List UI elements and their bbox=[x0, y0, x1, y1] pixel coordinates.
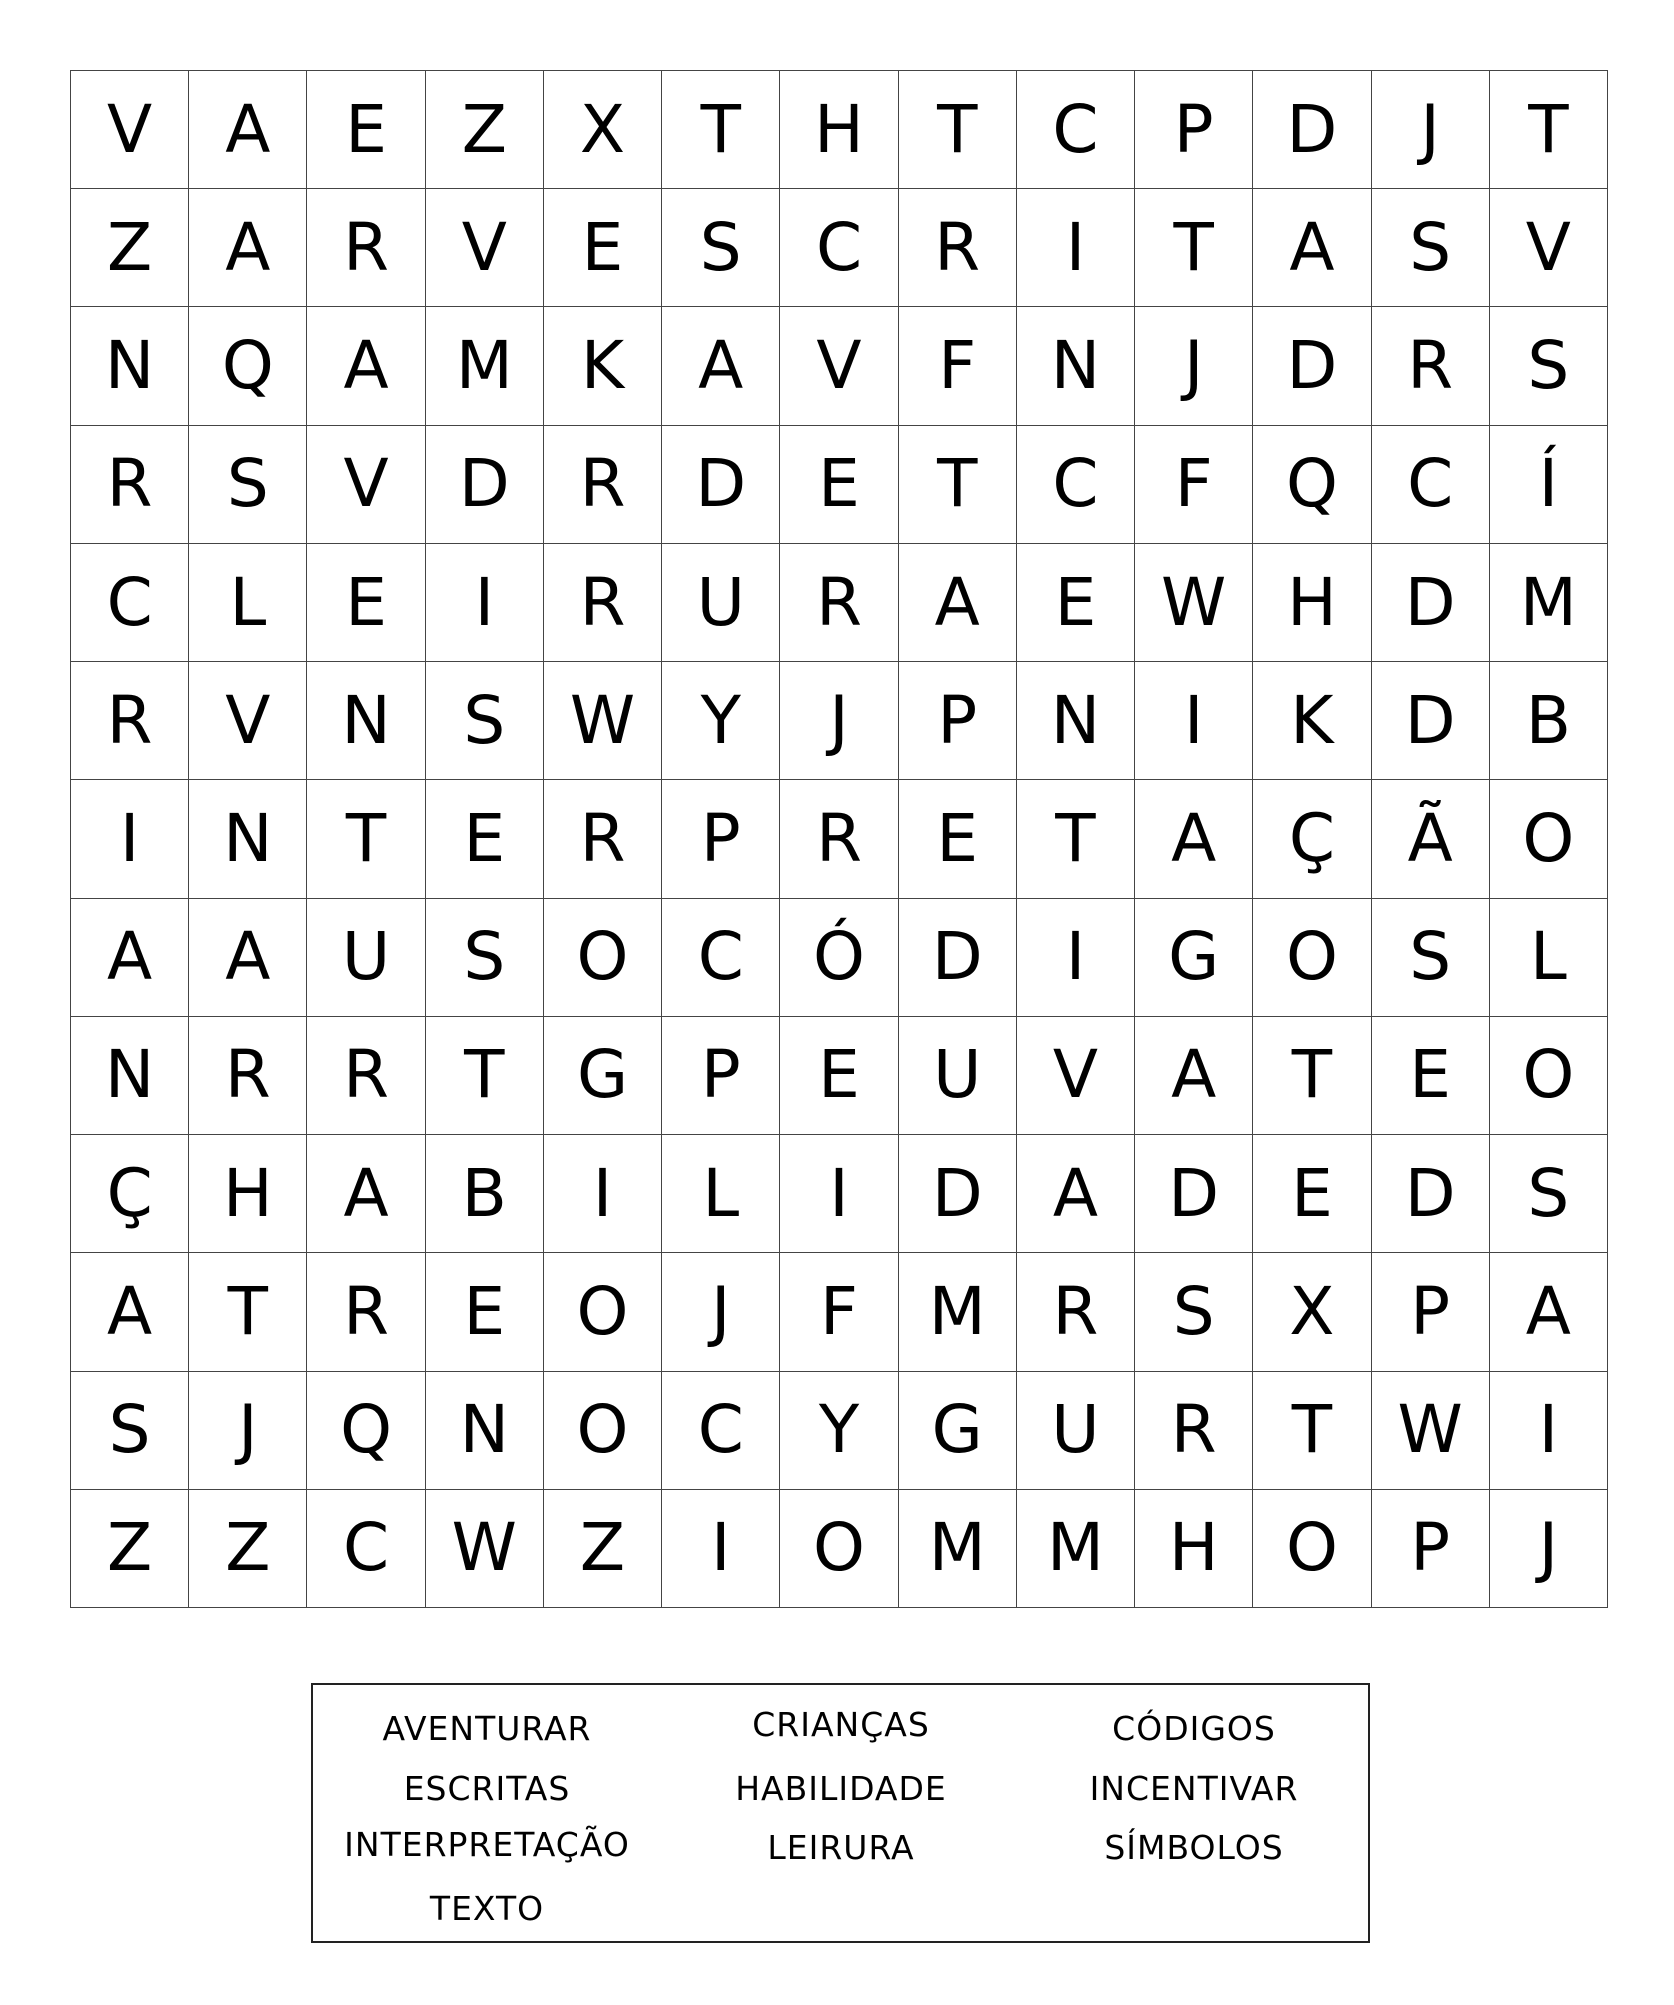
grid-cell[interactable]: V bbox=[780, 307, 898, 425]
grid-cell[interactable]: J bbox=[1372, 71, 1490, 189]
grid-cell[interactable]: X bbox=[1253, 1253, 1371, 1371]
grid-cell[interactable]: R bbox=[189, 1017, 307, 1135]
grid-cell[interactable]: U bbox=[307, 899, 425, 1017]
grid-cell[interactable]: C bbox=[1372, 426, 1490, 544]
grid-cell[interactable]: L bbox=[189, 544, 307, 662]
word-interpretacao: INTERPRETAÇÃO bbox=[344, 1825, 630, 1864]
grid-cell[interactable]: I bbox=[780, 1135, 898, 1253]
grid-cell[interactable]: V bbox=[1490, 189, 1608, 307]
word-list-box bbox=[311, 1683, 1370, 1943]
grid-cell[interactable]: C bbox=[1017, 426, 1135, 544]
grid-cell[interactable]: W bbox=[426, 1490, 544, 1608]
grid-cell[interactable]: N bbox=[71, 307, 189, 425]
grid-cell[interactable]: E bbox=[780, 1017, 898, 1135]
grid-cell[interactable]: Ã bbox=[1372, 780, 1490, 898]
grid-cell[interactable]: A bbox=[899, 544, 1017, 662]
grid-cell[interactable]: A bbox=[307, 307, 425, 425]
grid-cell[interactable]: J bbox=[780, 662, 898, 780]
grid-cell[interactable]: N bbox=[307, 662, 425, 780]
grid-cell[interactable]: U bbox=[899, 1017, 1017, 1135]
grid-cell[interactable]: N bbox=[189, 780, 307, 898]
grid-cell[interactable]: R bbox=[899, 189, 1017, 307]
grid-cell[interactable]: Ç bbox=[71, 1135, 189, 1253]
grid-cell[interactable]: A bbox=[1017, 1135, 1135, 1253]
grid-cell[interactable]: K bbox=[1253, 662, 1371, 780]
grid-cell[interactable]: R bbox=[307, 189, 425, 307]
grid-cell[interactable]: P bbox=[662, 780, 780, 898]
word-search-grid bbox=[70, 70, 1608, 1608]
grid-cell[interactable]: E bbox=[307, 544, 425, 662]
grid-cell[interactable]: J bbox=[189, 1372, 307, 1490]
grid-cell[interactable]: I bbox=[1490, 1372, 1608, 1490]
grid-cell[interactable]: C bbox=[307, 1490, 425, 1608]
grid-cell[interactable]: Z bbox=[426, 71, 544, 189]
grid-cell[interactable]: Y bbox=[780, 1372, 898, 1490]
grid-cell[interactable]: I bbox=[662, 1490, 780, 1608]
grid-cell[interactable]: I bbox=[1017, 899, 1135, 1017]
grid-cell[interactable]: E bbox=[426, 780, 544, 898]
word-habilidade: HABILIDADE bbox=[735, 1769, 947, 1808]
grid-cell[interactable]: S bbox=[1372, 899, 1490, 1017]
grid-cell[interactable]: Í bbox=[1490, 426, 1608, 544]
grid-cell[interactable]: R bbox=[71, 426, 189, 544]
grid-cell[interactable]: G bbox=[1135, 899, 1253, 1017]
grid-cell[interactable]: A bbox=[189, 189, 307, 307]
grid-cell[interactable]: A bbox=[662, 307, 780, 425]
word-codigos: CÓDIGOS bbox=[1112, 1709, 1276, 1748]
grid-cell[interactable]: Z bbox=[189, 1490, 307, 1608]
grid-cell[interactable]: K bbox=[544, 307, 662, 425]
grid-cell[interactable]: R bbox=[1135, 1372, 1253, 1490]
grid-cell[interactable]: O bbox=[1253, 899, 1371, 1017]
grid-cell[interactable]: G bbox=[899, 1372, 1017, 1490]
grid-cell[interactable]: M bbox=[1017, 1490, 1135, 1608]
grid-cell[interactable]: L bbox=[662, 1135, 780, 1253]
word-leirura: LEIRURA bbox=[767, 1828, 915, 1867]
grid-cell[interactable]: Z bbox=[71, 1490, 189, 1608]
grid-cell[interactable]: D bbox=[662, 426, 780, 544]
grid-cell[interactable]: L bbox=[1490, 899, 1608, 1017]
grid-cell[interactable]: T bbox=[1135, 189, 1253, 307]
grid-cell[interactable]: H bbox=[1135, 1490, 1253, 1608]
grid-cell[interactable]: I bbox=[71, 780, 189, 898]
grid-cell[interactable]: S bbox=[1490, 1135, 1608, 1253]
grid-cell[interactable]: E bbox=[307, 71, 425, 189]
grid-cell[interactable]: Z bbox=[544, 1490, 662, 1608]
grid-cell[interactable]: A bbox=[1490, 1253, 1608, 1371]
grid-cell[interactable]: A bbox=[71, 899, 189, 1017]
grid-cell[interactable]: A bbox=[189, 899, 307, 1017]
grid-cell[interactable]: I bbox=[544, 1135, 662, 1253]
grid-cell[interactable]: T bbox=[1253, 1372, 1371, 1490]
word-texto: TEXTO bbox=[429, 1889, 545, 1928]
grid-cell[interactable]: S bbox=[71, 1372, 189, 1490]
grid-cell[interactable]: O bbox=[1490, 780, 1608, 898]
grid-cell[interactable]: O bbox=[544, 1253, 662, 1371]
grid-cell[interactable]: M bbox=[1490, 544, 1608, 662]
grid-cell[interactable]: R bbox=[1372, 307, 1490, 425]
grid-cell[interactable]: T bbox=[1253, 1017, 1371, 1135]
grid-cell[interactable]: R bbox=[780, 780, 898, 898]
grid-cell[interactable]: A bbox=[71, 1253, 189, 1371]
grid-cell[interactable]: H bbox=[189, 1135, 307, 1253]
grid-cell[interactable]: C bbox=[780, 189, 898, 307]
grid-cell[interactable]: R bbox=[544, 780, 662, 898]
grid-cell[interactable]: F bbox=[1135, 426, 1253, 544]
grid-cell[interactable]: S bbox=[1372, 189, 1490, 307]
grid-cell[interactable]: J bbox=[1490, 1490, 1608, 1608]
grid-cell[interactable]: F bbox=[780, 1253, 898, 1371]
grid-cell[interactable]: W bbox=[1372, 1372, 1490, 1490]
grid-cell[interactable]: W bbox=[544, 662, 662, 780]
grid-cell[interactable]: E bbox=[1372, 1017, 1490, 1135]
grid-cell[interactable]: Q bbox=[1253, 426, 1371, 544]
grid-cell[interactable]: N bbox=[1017, 662, 1135, 780]
grid-cell[interactable]: G bbox=[544, 1017, 662, 1135]
grid-cell[interactable]: O bbox=[1253, 1490, 1371, 1608]
grid-cell[interactable]: V bbox=[307, 426, 425, 544]
grid-cell[interactable]: T bbox=[662, 71, 780, 189]
grid-cell[interactable]: O bbox=[544, 1372, 662, 1490]
grid-cell[interactable]: Z bbox=[71, 189, 189, 307]
grid-cell[interactable]: M bbox=[899, 1490, 1017, 1608]
grid-cell[interactable]: T bbox=[189, 1253, 307, 1371]
grid-cell[interactable]: P bbox=[662, 1017, 780, 1135]
grid-cell[interactable]: D bbox=[1372, 662, 1490, 780]
word-simbolos: SÍMBOLOS bbox=[1104, 1828, 1284, 1867]
grid-cell[interactable]: J bbox=[1135, 307, 1253, 425]
grid-cell[interactable]: R bbox=[71, 662, 189, 780]
grid-cell[interactable]: V bbox=[189, 662, 307, 780]
grid-cell[interactable]: S bbox=[426, 662, 544, 780]
grid-cell[interactable]: T bbox=[307, 780, 425, 898]
grid-cell[interactable]: D bbox=[899, 1135, 1017, 1253]
grid-cell[interactable]: V bbox=[1017, 1017, 1135, 1135]
grid-cell[interactable]: R bbox=[1017, 1253, 1135, 1371]
grid-cell[interactable]: D bbox=[1135, 1135, 1253, 1253]
grid-cell[interactable]: O bbox=[1490, 1017, 1608, 1135]
grid-cell[interactable]: D bbox=[899, 899, 1017, 1017]
grid-cell[interactable]: U bbox=[662, 544, 780, 662]
grid-cell[interactable]: D bbox=[1253, 307, 1371, 425]
grid-cell[interactable]: A bbox=[1253, 189, 1371, 307]
grid-cell[interactable]: E bbox=[1017, 544, 1135, 662]
grid-cell[interactable]: D bbox=[1253, 71, 1371, 189]
grid-cell[interactable]: A bbox=[1135, 1017, 1253, 1135]
grid-cell[interactable]: P bbox=[1135, 71, 1253, 189]
grid-cell[interactable]: Ç bbox=[1253, 780, 1371, 898]
grid-cell[interactable]: Ó bbox=[780, 899, 898, 1017]
grid-cell[interactable]: M bbox=[426, 307, 544, 425]
grid-cell[interactable]: H bbox=[1253, 544, 1371, 662]
grid-cell[interactable]: R bbox=[307, 1017, 425, 1135]
grid-cell[interactable]: E bbox=[1253, 1135, 1371, 1253]
grid-cell[interactable]: B bbox=[426, 1135, 544, 1253]
grid-cell[interactable]: R bbox=[307, 1253, 425, 1371]
grid-cell[interactable]: Q bbox=[189, 307, 307, 425]
grid-cell[interactable]: D bbox=[1372, 544, 1490, 662]
grid-cell[interactable]: P bbox=[1372, 1253, 1490, 1371]
grid-cell[interactable]: N bbox=[71, 1017, 189, 1135]
grid-cell[interactable]: I bbox=[1135, 662, 1253, 780]
grid-cell[interactable]: S bbox=[189, 426, 307, 544]
grid-cell[interactable]: A bbox=[189, 71, 307, 189]
grid-cell[interactable]: V bbox=[426, 189, 544, 307]
grid-cell[interactable]: N bbox=[426, 1372, 544, 1490]
grid-cell[interactable]: H bbox=[780, 71, 898, 189]
grid-cell[interactable]: J bbox=[662, 1253, 780, 1371]
grid-cell[interactable]: X bbox=[544, 71, 662, 189]
grid-cell[interactable]: E bbox=[780, 426, 898, 544]
grid-cell[interactable]: T bbox=[1490, 71, 1608, 189]
grid-cell[interactable]: T bbox=[1017, 780, 1135, 898]
grid-cell[interactable]: I bbox=[426, 544, 544, 662]
grid-cell[interactable]: V bbox=[71, 71, 189, 189]
grid-cell[interactable]: W bbox=[1135, 544, 1253, 662]
grid-cell[interactable]: U bbox=[1017, 1372, 1135, 1490]
grid-cell[interactable]: S bbox=[426, 899, 544, 1017]
grid-cell[interactable]: P bbox=[1372, 1490, 1490, 1608]
grid-cell[interactable]: C bbox=[1017, 71, 1135, 189]
grid-cell[interactable]: T bbox=[426, 1017, 544, 1135]
grid-cell[interactable]: T bbox=[899, 71, 1017, 189]
word-criancas: CRIANÇAS bbox=[752, 1705, 930, 1744]
grid-cell[interactable]: S bbox=[1135, 1253, 1253, 1371]
grid-cell[interactable]: B bbox=[1490, 662, 1608, 780]
grid-cell[interactable]: R bbox=[544, 426, 662, 544]
grid-cell[interactable]: O bbox=[544, 899, 662, 1017]
grid-cell[interactable]: A bbox=[1135, 780, 1253, 898]
grid-cell[interactable]: R bbox=[544, 544, 662, 662]
grid-cell[interactable]: I bbox=[1017, 189, 1135, 307]
word-aventurar: AVENTURAR bbox=[382, 1709, 592, 1748]
grid-cell[interactable]: M bbox=[899, 1253, 1017, 1371]
grid-cell[interactable]: O bbox=[780, 1490, 898, 1608]
grid-cell[interactable]: S bbox=[1490, 307, 1608, 425]
grid-cell[interactable]: F bbox=[899, 307, 1017, 425]
grid-cell[interactable]: A bbox=[307, 1135, 425, 1253]
grid-cell[interactable]: T bbox=[899, 426, 1017, 544]
word-escritas: ESCRITAS bbox=[403, 1769, 571, 1808]
grid-cell[interactable]: D bbox=[426, 426, 544, 544]
grid-cell[interactable]: E bbox=[899, 780, 1017, 898]
grid-cell[interactable]: E bbox=[544, 189, 662, 307]
word-incentivar: INCENTIVAR bbox=[1089, 1769, 1299, 1808]
grid-cell[interactable]: P bbox=[899, 662, 1017, 780]
grid-cell[interactable]: Y bbox=[662, 662, 780, 780]
grid-cell[interactable]: D bbox=[1372, 1135, 1490, 1253]
grid-cell[interactable]: N bbox=[1017, 307, 1135, 425]
grid-cell[interactable]: Q bbox=[307, 1372, 425, 1490]
grid-cell[interactable]: R bbox=[780, 544, 898, 662]
grid-cell[interactable]: C bbox=[662, 899, 780, 1017]
grid-cell[interactable]: E bbox=[426, 1253, 544, 1371]
grid-cell[interactable]: C bbox=[71, 544, 189, 662]
grid-cell[interactable]: S bbox=[662, 189, 780, 307]
grid-cell[interactable]: C bbox=[662, 1372, 780, 1490]
